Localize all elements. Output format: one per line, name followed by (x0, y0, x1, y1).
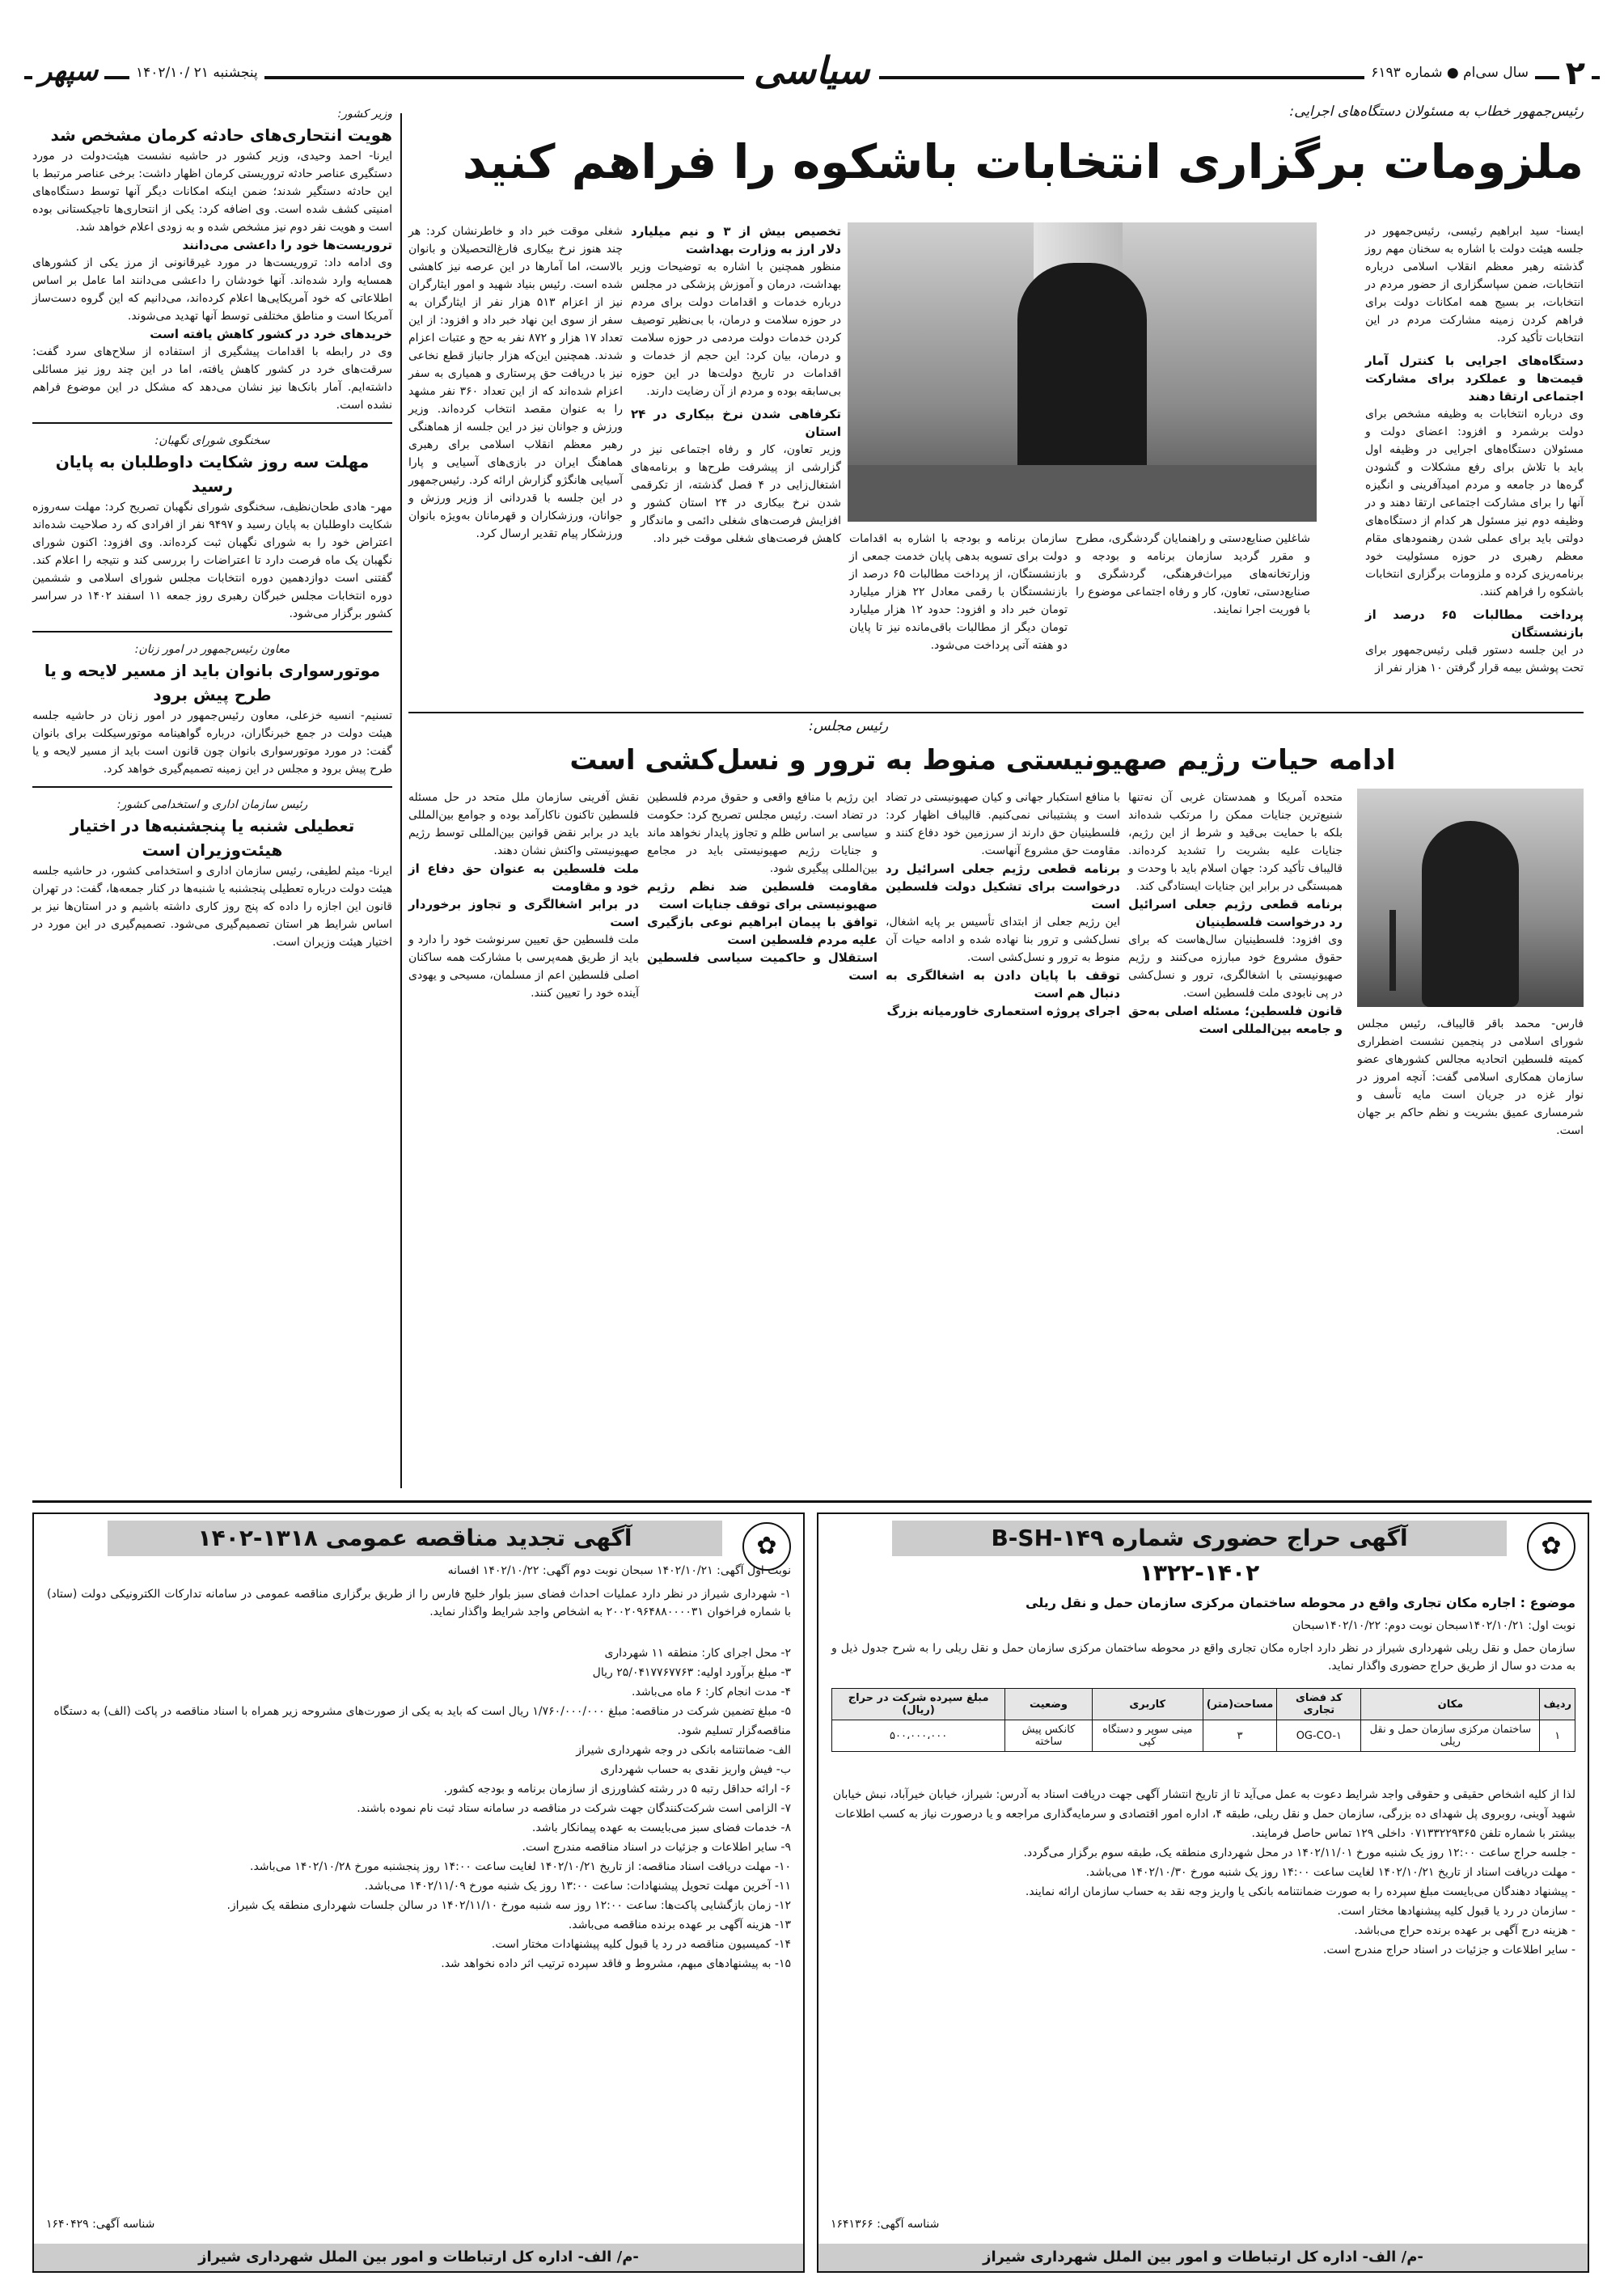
table-header-cell: مساحت(متر) (1203, 1689, 1277, 1720)
sidebar-a-body-3: وی در رابطه با اقدامات پیشگیری از استفاده از سلاح‌های سرد گفت: سرقت‌های خرد در کشور کاهش یافته، اما در این چند روز نیز مسائلی داشته‌ایم. آمار بانک‌ها نیز نشان می‌دهد که مشکل در این موضوع فراهم نشده است. (32, 345, 392, 412)
sidebar-c-title: موتورسواری بانوان باید از مسیر لایحه و یا طرح پیش برود (44, 661, 381, 704)
sidebar-a-body: ایرنا- احمد وحیدی، وزیر کشور در حاشیه نشست هیئت‌دولت در مورد دستگیری عناصر حادثه تروریستی کرمان اظهار داشت: برخی عناصر مرتبط با این حادثه دستگیر شدند؛ ضمن اینکه امکانات دیگر آنها توسط دستگاه‌های امنیتی کشف شده است. وی اضافه کرد: یکی از انتحاری‌ها تاجیکستانی بوده است و هویت نفر دوم نیز مشخص شده و به زودی اعلام خواهد شد. (32, 150, 392, 234)
sidebar-c-body: تسنیم- انسیه خزعلی، معاون رئیس‌جمهور در امور زنان در حاشیه جلسه هیئت دولت در جمع خبرنگاران، درباره گواهینامه موتورسیکلت برای بانوان گفت: در مورد موتورسواری بانوان چون قانون است باید از مسیر لایحه و یا طرح پیش برود و مجلس در این زمینه تصمیم‌گیری خواهد کرد. (32, 709, 392, 776)
lead-col2-subhead-2: تکرفاهی شدن نرخ بیکاری در ۲۴ استان (631, 407, 841, 439)
ad-tender-code: شناسه آگهی: ۱۶۴۰۴۲۹ (46, 2218, 155, 2231)
second-headline: ادامه حیات رژیم صهیونیستی منوط به ترور و نسل‌کشی است (569, 744, 1396, 776)
sidebar-a-subhead-1: تروریست‌ها خود را داعشی می‌دانند (182, 238, 392, 252)
ad-tender-dates: نوبت اول آگهی: ۱۴۰۲/۱۰/۲۱ سبحان نوبت دوم آگهی: ۱۴۰۲/۱۰/۲۲ افسانه (447, 1564, 791, 1577)
second-col-c-body: این رژیم با منافع واقعی و حقوق مردم فلسطین در تضاد است. رئیس مجلس تصریح کرد: حکومت سیاسی بر اساس ظلم و تجاوز پایدار نخواهد ماند و جنایات رژیم صهیونیستی باید در مجامع بین‌المللی پیگیری شود. (647, 791, 878, 875)
table-cell: ۵۰۰،۰۰۰،۰۰۰ (832, 1720, 1005, 1752)
ad-auction-emblem-icon: ✿ (1527, 1522, 1575, 1571)
second-col-b-subhead-2: توقف با پایان دادن به اشغالگری به دنبال هم است (886, 968, 1120, 1001)
second-col-c-subhead-3: استقلال و حاکمیت سیاسی فلسطین است (647, 950, 878, 983)
sidebar-c-kicker: معاون رئیس‌جمهور در امور زنان: (134, 643, 290, 656)
second-col-c-subhead-2: توافق با پیمان ابراهیم نوعی بازگیری علیه مردم فلسطین است (647, 915, 878, 947)
lead-kicker: رئیس‌جمهور خطاب به مسئولان دستگاه‌های اجرایی: (1289, 104, 1584, 120)
second-story-rule (408, 712, 1584, 713)
ad-auction-table (831, 1688, 1575, 1752)
sidebar-a-title: هویت انتحاری‌های حادثه کرمان مشخص شد (50, 125, 392, 145)
section-title: سیاسی (744, 49, 879, 92)
ad-tender (32, 1512, 805, 2273)
lead-col1-body-3: در این جلسه دستور قبلی رئیس‌جمهور برای تحت پوشش بیمه قرار گرفتن ۱۰ هزار نفر از (1365, 644, 1584, 675)
table-header-cell: کد فضای تجاری (1277, 1689, 1361, 1720)
second-col-a-subhead-2: قانون فلسطین؛ مسئله اصلی به‌حق و جامعه بین‌المللی است (1128, 1004, 1343, 1036)
second-col-a (1128, 789, 1343, 1492)
second-col-b-subhead-1: برنامه قطعی رژیم جعلی اسرائیل رد درخواست برای تشکیل دولت فلسطین است (886, 861, 1120, 912)
second-col-c (647, 789, 878, 1492)
table-header-cell: وضعیت (1005, 1689, 1092, 1720)
lead-headline: ملزومات برگزاری انتخابات باشکوه را فراهم کنید (462, 134, 1584, 189)
table-cell: کانکس پیش ساخته (1005, 1720, 1092, 1752)
sidebar-d-kicker: رئیس سازمان اداری و استخدامی کشور: (116, 798, 308, 811)
table-header-cell: کاربری (1092, 1689, 1203, 1720)
ad-auction-footer: -م/ الف- اداره کل ارتباطات و امور بین الملل شهرداری شیراز (818, 2244, 1588, 2271)
table-header-cell: مبلغ سپرده شرکت در حراج (ریال) (832, 1689, 1005, 1720)
ad-auction-code: شناسه آگهی: ۱۶۴۱۳۶۶ (831, 2218, 940, 2231)
sidebar-b-kicker: سخنگوی شورای نگهبان: (154, 434, 270, 447)
table-row (832, 1720, 1575, 1752)
table-cell: ۱ (1540, 1720, 1575, 1752)
table-cell: ۳ (1203, 1720, 1277, 1752)
second-kicker: رئیس مجلس: (809, 718, 889, 734)
sidebar-d-title: تعطیلی شنبه یا پنجشنبه‌ها در اختیار هیئت‌وزیران است (70, 816, 355, 860)
ad-auction-subtitle: ۱۳۲۲-۱۴۰۲ (1139, 1559, 1260, 1586)
second-col-b-body: با منافع استکبار جهانی و کیان صهیونیستی در تضاد است و پشتیبانی نمی‌کنیم. قالیباف اظهار کرد: فلسطینیان حق دارند از سرزمین خود دفاع کنند و مقاومت حق مشروع آنهاست. (886, 791, 1120, 857)
table-cell: مینی سوپر و دستگاه کپی (1092, 1720, 1203, 1752)
table-cell: OG-CO-۱ (1277, 1720, 1361, 1752)
date-line: پنجشنبه ۲۱ /۱۴۰۲/۱۰ (129, 65, 264, 81)
ad-auction (817, 1512, 1589, 2273)
sidebar-a-kicker: وزیر کشور: (337, 108, 392, 121)
table-header-cell: مکان (1361, 1689, 1540, 1720)
sidebar-divider (400, 113, 402, 1488)
ads-top-rule (32, 1500, 1592, 1503)
lead-col3: شغلی موقت خبر داد و خاطرنشان کرد: هر چند هنوز نرخ بیکاری فارغ‌التحصیلان و بانوان بالاست، اما آمارها در این عرصه نیز کاهشی شده است. رئیس بنیاد شهید و امور ایثارگران نیز از اعزام ۵۱۳ هزار نفر از ایثارگران به سفر از سوی این نهاد خبر داد و افزود: از این تعداد ۱۷ هزار و ۸۷۲ نفر به حج و عتبات اعزام شدند. همچنین این‌که هزار جانباز قطع نخاعی نیز با دریافت حق پرستاری و همیاری به سفر اعزام شده‌اند که از این تعداد ۳۶۰ نفر مشهد را به عنوان مقصد انتخاب کرده‌اند. وزیر ورزش و جوانان نیز در این جلسه از هماهنگی رهبر معظم انقلاب اسلامی برای رهبری هماهنگ ایران در بازی‌های آسیایی و پارا آسیایی هانگژو گزارش ارائه کرد. رئیس‌جمهور در این جلسه با قدردانی از وزیر ورزش و جوانان، ورزشکاران و قهرمانان به‌ویژه بانوان ورزشکار پیام تقدیر ارسال کرد. (408, 225, 623, 540)
second-photo (1357, 789, 1584, 1007)
lead-photo-caption-b: شاغلین صنایع‌دستی و راهنمایان گردشگری، مطرح و مقرر گردید سازمان برنامه و بودجه و وزارتخانه‌های میراث‌فرهنگی، گردشگری و صنایع‌دستی، تعاون، کار و رفاه اجتماعی موضوع را با فوریت اجرا نمایند. (1076, 532, 1310, 616)
issue-line: سال سی‌ام ● شماره ۶۱۹۳ (1364, 65, 1535, 81)
second-col-d-subhead-1: ملت فلسطین به عنوان حق دفاع از خود و مقاومت (408, 861, 639, 894)
second-col-c-subhead-1: مقاومت فلسطین ضد نظم رژیم صهیونیستی برای توقف جنایات است (647, 879, 878, 912)
lead-col1-body: ایسنا- سید ابراهیم رئیسی، رئیس‌جمهور در جلسه هیئت دولت با اشاره به سخنان مهم روز گذشته رهبر معظم انقلاب اسلامی درباره انتخابات، ضمن سپاسگزاری از حضور مردم در انتخابات، بر بسیج همه امکانات دولت برای فراهم کردن زمینه مشارکت مردم در این انتخابات تأکید کرد. (1365, 225, 1584, 345)
sidebar (32, 105, 392, 1488)
second-col-b-subhead-3: اجرای پروژه استعماری خاورمیانه بزرگ (886, 1004, 1120, 1018)
ad-tender-footer: -م/ الف- اداره کل ارتباطات و امور بین الملل شهرداری شیراز (34, 2244, 803, 2271)
ad-auction-body: لذا از کلیه اشخاص حقیقی و حقوقی واجد شرایط دعوت به عمل می‌آید تا از تاریخ انتشار آگهی جهت دریافت اسناد به آدرس: شیراز، خیابان خیرآباد، نبش خیابان شهید آوینی، روبروی پل شهدای ده بزرگی، سازمان حمل و نقل ریلی، طبقه ۴، اداره امور اقتصادی و سرمایه‌گذاری مراجعه و یا درصورت نیاز به کسب اطلاعات بیشتر با شماره تلفن ۰۷۱۳۳۲۲۹۳۶۵ داخلی ۱۲۹ تماس حاصل فرمایند. - جلسه حراج ساعت ۱۲:۰۰ روز یک شنبه مورخ ۱۴۰۲/۱۱/۰۱ در محل شهرداری منطقه یک، طبقه سوم برگزار می‌گردد. - مهلت دریافت اسناد از تاریخ ۱۴۰۲/۱۰/۲۱ لغایت ساعت ۱۴:۰۰ روز یک شنبه مورخ ۱۴۰۲/۱۰/۳۰ می‌باشد. - پیشنهاد دهندگان می‌بایست مبلغ سپرده را به صورت ضمانتنامه بانکی یا واریز وجه نقد به حساب سازمان ارائه نمایند. - سازمان در رد یا قبول کلیه پیشنهادها مختار است. - هزینه درج آگهی بر عهده برنده حراج می‌باشد. - سایر اطلاعات و جزئیات در اسناد حراج مندرج است. (832, 1788, 1575, 1957)
desk (848, 465, 1317, 522)
sidebar-a-subhead-2: خرید‌های خرد در کشور کاهش یافته است (150, 327, 392, 341)
ad-tender-emblem-icon: ✿ (742, 1522, 791, 1571)
ad-tender-intro: ۱- شهرداری شیراز در نظر دارد عملیات احداث فضای سبز بلوار خلیج فارس را از طریق برگزاری مناقصه عمومی در سامانه تدارکات الکترونیکی دولت (ستاد) با شماره فراخوان ۲۰۰۲۰۹۶۴۸۸۰۰۰۰۳۱ به اشخاص واجد شرایط واگذار نماید. (47, 1588, 791, 1618)
ad-auction-dates: نوبت اول: ۱۴۰۲/۱۰/۲۱سبحان نوبت دوم: ۱۴۰۲/۱۰/۲۲سبحان (1292, 1619, 1575, 1632)
sidebar-d-body: ایرنا- میثم لطیفی، رئیس سازمان اداری و استخدامی کشور، در حاشیه جلسه هیئت دولت درباره تعطیلی پنجشنبه یا شنبه‌ها در کنار جمعه‌ها، گفت: در تهران قانون این اجازه را داده که پنج روز کاری داشته باشیم و در استان‌ها نیز بر اساس شرایط هر استان تصمیم‌گیری می‌شود. تصمیم‌گیری در این مورد در اختیار هیئت وزیران است. (32, 865, 392, 949)
lead-col1-subhead-1: دستگاه‌های اجرایی با کنترل آمار قیمت‌ها و عملکرد برای مشارکت اجتماعی ارتقا دهند (1365, 353, 1584, 404)
ad-tender-body: ۲- محل اجرای کار: منطقه ۱۱ شهرداری ۳- مبلغ برآورد اولیه: ۲۵/۰۴۱۷۷۶۷۷۶۳ ریال ۴- مدت انجام کار: ۶ ماه می‌باشد. ۵- مبلغ تضمین شرکت در مناقصه: مبلغ ۱/۷۶۰/۰۰۰/۰۰۰ ریال است که باید به یکی از صورت‌های مشروحه زیر همراه با اسناد مناقصه در پاکت (الف) به دستگاه مناقصه‌گزار تسلیم شود. الف- ضمانتنامه بانکی در وجه شهرداری شیراز ب- فیش واریز نقدی به حساب شهرداری ۶- ارائه حداقل رتبه ۵ در رشته کشاورزی از سازمان برنامه و بودجه کشور. ۷- الزامی است شرکت‌کنندگان جهت شرکت در مناقصه در سامانه ستاد ثبت نام نموده باشند. ۸- خدمات فضای سبز می‌بایست به عهده پیمانکار باشد. ۹- سایر اطلاعات و جزئیات در اسناد مناقصه مندرج است. ۱۰- مهلت دریافت اسناد مناقصه: از تاریخ ۱۴۰۲/۱۰/۲۱ لغایت ساعت ۱۴:۰۰ روز پنجشنبه مورخ ۱۴۰۲/۱۰/۲۸ می‌باشد. ۱۱- آخرین مهلت تحویل پیشنهادات: ساعت ۱۳:۰۰ روز یک شنبه مورخ ۱۴۰۲/۱۱/۰۹ می‌باشد. ۱۲- زمان بازگشایی پاکت‌ها: ساعت ۱۲:۰۰ روز سه شنبه مورخ ۱۴۰۲/۱۱/۱۰ در سالن جلسات شهرداری منطقه یک شیراز. ۱۳- هزینه آگهی بر عهده برنده مناقصه می‌باشد. ۱۴- کمیسیون مناقصه در رد یا قبول کلیه پیشنهادات مختار است. ۱۵- به پیشنهادهای مبهم، مشروط و فاقد سپرده ترتیب اثر داده نخواهد شد. (53, 1647, 791, 1970)
second-col-d (408, 789, 639, 1492)
table-cell: ساختمان مرکزی سازمان حمل و نقل ریلی (1361, 1720, 1540, 1752)
lead-photo-caption-a: سازمان برنامه و بودجه با اشاره به اقدامات دولت برای تسویه بدهی پایان خدمت جمعی از بازنشستگان، از پرداخت مطالبات ۶۵ درصد از بازنشستگان با رقمی معادل ۲۲ هزار میلیارد تومان خبر داد و افزود: حدود ۱۲ هزار میلیارد تومان دیگر از مطالبات باقی‌مانده نیز تا پایان دو هفته آتی پرداخت می‌شود. (849, 532, 1068, 652)
lead-col1-body-2: وی درباره انتخابات به وظیفه مشخص برای دولت برشمرد و افزود: اعضای دولت و مسئولان دستگاه‌های اجرایی در وظیفه اول باید با تلاش برای رفع مشکلات و گشودن گره‌ها در جامعه و مردم امیدآفرینی و انگیزه آنها را برای مشارکت اجتماعی ارتقا دهند و در وظیفه دوم نیز مسئول هر کدام از دستگاه‌های دولتی باید برای عملی شدن رهنمودهای مقام معظم رهبری در حوزه مسئولیت خود برنامه‌ریزی کرده و ملزومات برگزاری انتخابات باشکوه را فراهم کنند. (1365, 408, 1584, 599)
masthead (0, 49, 1624, 105)
sidebar-a-body-2: وی ادامه داد: تروریست‌ها در مورد غیرقانونی از مرز یکی از کشورهای همسایه وارد شده‌اند. آنها خودشان را داعشی می‌دانند اما عامل بر اساس اطلاعاتی که خود آمریکایی‌ها اعلام کرده‌اند، می‌دانیم که این گروه دست‌ساز آمریکا است و مناطق مختلفی توسط آنها تهدید می‌شوند. (32, 256, 392, 323)
lead-col1-subhead-2: پرداخت مطالبات ۶۵ درصد از بازنشستگان (1365, 607, 1584, 640)
sidebar-b-title: مهلت سه روز شکایت داوطلبان به پایان رسید (55, 452, 370, 496)
second-col-a-body: متحده آمریکا و همدستان غربی آن نه‌تنها شنیع‌ترین جنایات ممکن را مرتکب شده‌اند بلکه با حمایت بی‌قید و شرط از این رژیم، جنایات علیه بشریت را تشدید کرده‌اند. قالیباف تأکید کرد: جهان اسلام باید با وحدت و همبستگی در برابر این جنایات ایستادگی کند. (1128, 791, 1343, 893)
ad-auction-intro: سازمان حمل و نقل ریلی شهرداری شیراز در نظر دارد اجاره مکان تجاری واقع در محوطه ساختمان مرکزی سازمان حمل و نقل ریلی را به شرح جدول ذیل و به مدت دو سال از طریق حراج حضوری واگذار نماید. (831, 1642, 1575, 1673)
ad-auction-topic: موضوع : اجاره مکان تجاری واقع در محوطه ساختمان مرکزی سازمان حمل و نقل ریلی (1026, 1595, 1575, 1610)
second-col-d-body: نقش آفرینی سازمان ملل متحد در حل مسئله فلسطین تاکنون ناکارآمد بوده و جوامع بین‌المللی باید در برابر نقض قوانین بین‌المللی توسط رژیم صهیونیستی واکنش نشان دهند. (408, 791, 639, 857)
speaker-figure (1422, 821, 1519, 1007)
lead-photo (848, 222, 1317, 522)
lead-col1 (1365, 222, 1584, 708)
sidebar-b-body: مهر- هادی طحان‌نظیف، سخنگوی شورای نگهبان تصریح کرد: مهلت سه‌روزه شکایت داوطلبان به پایان رسید و ۹۴۹۷ نفر از افرادی که رد صلاحیت شده‌اند اعتراض خود را به شورای نگهبان ثبت کرده‌اند. وی افزود: اکنون شورای نگهبان یک ماه فرصت دارد تا اعتراضات را بررسی کند و نتیجه را اعلام کند. گفتنی است دوازدهمین دوره انتخابات مجلس شورای اسلامی و ششمین دوره انتخابات مجلس خبرگان رهبری روز جمعه ۱۱ اسفند ۱۴۰۲ در سراسر کشور برگزار می‌شود. (32, 501, 392, 620)
page-number: ۲ (1559, 55, 1592, 92)
second-col-d-body-2: ملت فلسطین حق تعیین سرنوشت خود را دارد و باید از طریق همه‌پرسی با مشارکت همه ساکنان اصلی فلسطین اعم از مسلمان، مسیحی و یهودی آینده خود را تعیین کنند. (408, 933, 639, 1000)
logo: سپهر (32, 55, 104, 87)
microphone (1389, 910, 1396, 991)
table-header-cell: ردیف (1540, 1689, 1575, 1720)
lead-col2-body: منظور همچنین با اشاره به توضیحات وزیر بهداشت، درمان و آموزش پزشکی در مجلس درباره خدمات و اقدامات دولت برای مردم در حوزه سلامت و درمان، با بی‌نظیر توصیف کردن خدمات دولت مردمی در حوزه سلامت و درمان، بیان کرد: این حجم از خدمات و اقدامات در تاریخ دولت‌ها در این حوزه بی‌سابقه بوده و مردم از آن رضایت دارند. (631, 260, 841, 398)
second-col-a-body-2: وی افزود: فلسطینیان سال‌هاست که برای حقوق مشروع خود مبارزه می‌کنند و رژیم صهیونیستی با اشغالگری، ترور و نسل‌کشی در پی نابودی ملت فلسطین است. (1128, 933, 1343, 1000)
second-photo-caption: فارس- محمد باقر قالیباف، رئیس مجلس شورای اسلامی در پنجمین نشست اضطراری کمیته فلسطین اتحادیه مجالس کشورهای عضو سازمان همکاری اسلامی گفت: آنچه امروز در نوار غزه در جریان است مایه تأسف و شرمساری عمیق بشریت و نظم حاکم بر جهان است. (1357, 1017, 1584, 1137)
ad-tender-title: آگهی تجدید مناقصه عمومی ۱۳۱۸-۱۴۰۲ (108, 1521, 722, 1556)
lead-col2-body-2: وزیر تعاون، کار و رفاه اجتماعی نیز در گزارشی از پیشرفت طرح‌ها و برنامه‌های اشتغال‌زایی در ۴ فصل گذشته، از تکرقمی شدن نرخ بیکاری در ۲۴ استان کشور و افزایش فرصت‌های شغلی دائمی و ماندگار و کاهش فرصت‌های شغلی موقت خبر داد. (631, 443, 841, 545)
ad-auction-title: آگهی حراج حضوری شماره B-SH-۱۴۹ (892, 1521, 1507, 1556)
lead-col2 (631, 222, 841, 708)
second-col-a-subhead-1: برنامه قطعی رژیم جعلی اسرائیل رد درخواست فلسطینیان (1128, 897, 1343, 929)
lead-col2-subhead-1: تخصیص بیش از ۳ و نیم میلیارد دلار ارز به وزارت بهداشت (631, 224, 841, 256)
second-col-b (886, 789, 1120, 1492)
second-col-d-subhead-2: در برابر اشغالگری و تجاوز برخوردار است (408, 897, 639, 929)
second-col-b-body-2: این رژیم جعلی از ابتدای تأسیس بر پایه اشغال، نسل‌کشی و ترور بنا نهاده شده و ادامه حیات آن منوط به ترور و نسل‌کشی است. (886, 916, 1120, 964)
